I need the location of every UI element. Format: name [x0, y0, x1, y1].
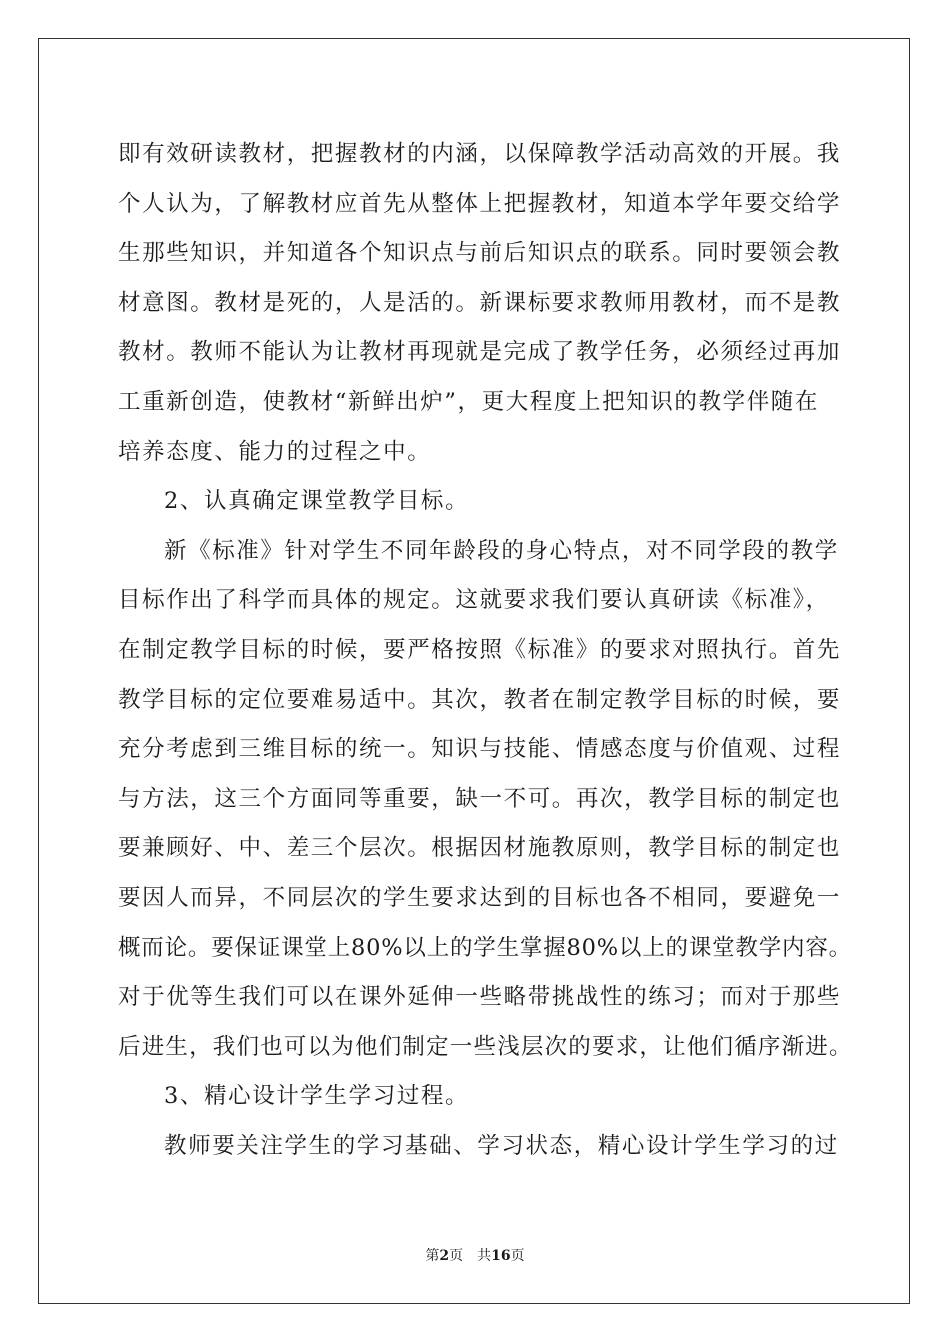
text-line: 新《标准》针对学生不同年龄段的身心特点，对不同学段的教学 [164, 537, 839, 564]
text-line: 教材。教师不能认为让教材再现就是完成了教学任务，必须经过再加 [118, 339, 842, 366]
text-line: 目标作出了科学而具体的规定。这就要求我们要认真研读《标准》， [118, 587, 830, 614]
text-line: 在制定教学目标的时候，要严格按照《标准》的要求对照执行。首先 [118, 636, 842, 663]
page-footer [0, 1245, 950, 1265]
current-page-number: 2 [439, 1248, 450, 1264]
text-line: 后进生，我们也可以为他们制定一些浅层次的要求，让他们循序渐进。 [118, 1033, 853, 1060]
text-line: 材意图。教材是死的，人是活的。新课标要求教师用教材，而不是教 [118, 289, 842, 316]
text-line: 与方法，这三个方面同等重要，缺一不可。再次，教学目标的制定也 [118, 785, 842, 812]
text-line: 要因人而异，不同层次的学生要求达到的目标也各不相同，要避免一 [118, 884, 842, 911]
text-line: 2、认真确定课堂教学目标。 [164, 488, 470, 515]
text-line: 概而论。要保证课堂上80%以上的学生掌握80%以上的课堂教学内容。 [118, 934, 852, 961]
page-prefix: 第 [425, 1248, 440, 1264]
text-line: 个人认为，了解教材应首先从整体上把握教材，知道本学年要交给学 [118, 190, 842, 217]
text-line: 生那些知识，并知道各个知识点与前后知识点的联系。同时要领会教 [118, 240, 842, 267]
text-line: 充分考虑到三维目标的统一。知识与技能、情感态度与价值观、过程 [118, 736, 842, 763]
text-line: 要兼顾好、中、差三个层次。根据因材施教原则，教学目标的制定也 [118, 835, 842, 862]
page-suffix: 页 [449, 1248, 464, 1264]
total-page-number: 16 [491, 1248, 511, 1264]
document-body [118, 130, 858, 1171]
text-line: 即有效研读教材，把握教材的内涵，以保障教学活动高效的开展。我 [118, 141, 842, 167]
text-line: 教学目标的定位要难易适中。其次，教者在制定教学目标的时候，要 [118, 686, 842, 713]
total-prefix: 共 [477, 1248, 492, 1264]
text-line: 工重新创造，使教材“新鲜出炉”，更大程度上把知识的教学伴随在 [118, 388, 820, 415]
total-suffix: 页 [510, 1248, 525, 1264]
text-line: 对于优等生我们可以在课外延伸一些略带挑战性的练习；而对于那些 [118, 984, 842, 1011]
text-line: 教师要关注学生的学习基础、学习状态，精心设计学生学习的过 [164, 1132, 839, 1159]
text-line: 培养态度、能力的过程之中。 [118, 438, 432, 465]
text-line: 3、精心设计学生学习过程。 [164, 1083, 470, 1110]
